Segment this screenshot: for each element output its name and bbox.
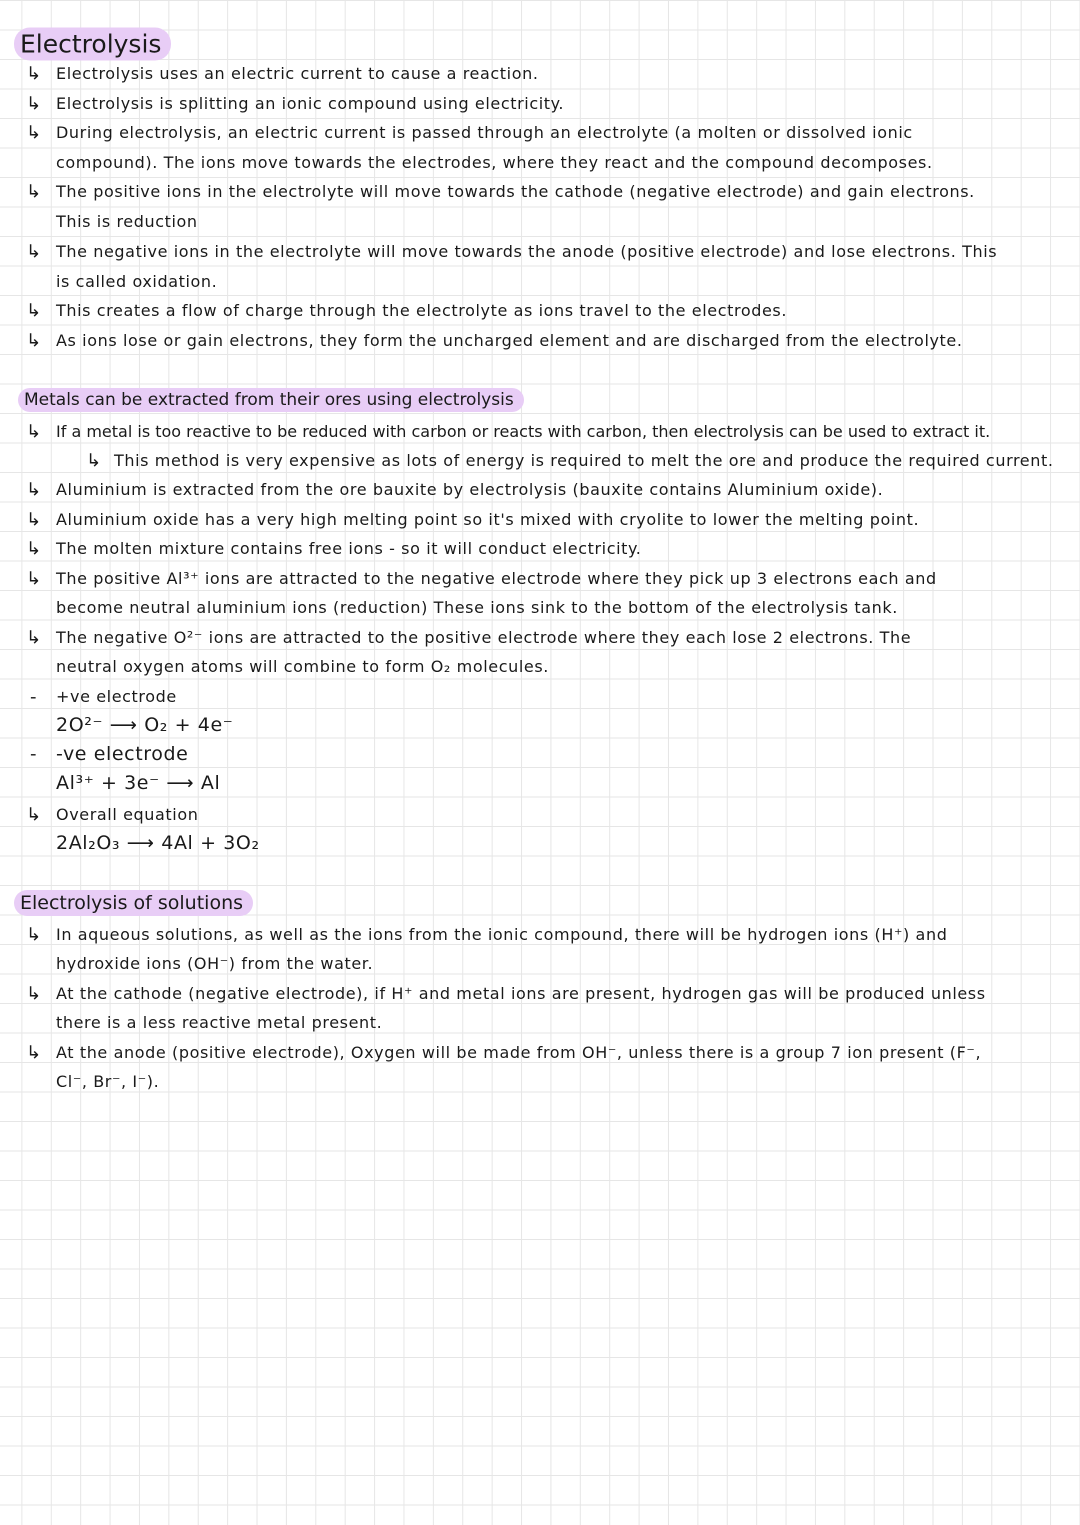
bullet-arrow-icon: ↳ — [26, 300, 42, 322]
bullet-arrow-icon: ↳ — [26, 122, 42, 144]
bullet-arrow-icon: ↳ — [26, 181, 42, 203]
bullet-arrow-icon: ↳ — [26, 241, 42, 263]
note-line: The negative ions in the electrolyte will move towards the anode (positive electrode) and lose electrons. This — [56, 242, 998, 261]
note-line: The positive ions in the electrolyte will move towards the cathode (negative electrode) and gain electrons. — [56, 182, 975, 201]
note-line: Aluminium is extracted from the ore bauxite by electrolysis (bauxite contains Aluminium oxide). — [56, 480, 884, 499]
bullet-arrow-icon: ↳ — [26, 421, 42, 443]
bullet-arrow-icon: ↳ — [26, 63, 42, 85]
note-line: -ve electrode — [56, 743, 189, 765]
bullet-arrow-icon: ↳ — [26, 627, 42, 649]
note-line: Overall equation — [56, 805, 199, 824]
bullet-arrow-icon: ↳ — [26, 538, 42, 560]
bullet-arrow-icon: ↳ — [26, 804, 42, 826]
bullet-arrow-icon: ↳ — [26, 568, 42, 590]
note-continuation: Al³⁺ + 3e⁻ ⟶ Al — [56, 772, 221, 794]
note-line: During electrolysis, an electric current is passed through an electrolyte (a molten or dissolved ionic — [56, 123, 913, 142]
section-heading: Electrolysis of solutions — [14, 890, 253, 916]
section-heading: Metals can be extracted from their ores using electrolysis — [18, 388, 524, 412]
note-line: The molten mixture contains free ions - so it will conduct electricity. — [56, 539, 642, 558]
bullet-arrow-icon: ↳ — [26, 924, 42, 946]
note-continuation: 2O²⁻ ⟶ O₂ + 4e⁻ — [56, 714, 234, 736]
note-continuation: become neutral aluminium ions (reduction) These ions sink to the bottom of the electrolysis tank. — [56, 598, 898, 617]
bullet-arrow-icon: ↳ — [26, 1042, 42, 1064]
bullet-arrow-icon: ↳ — [26, 509, 42, 531]
note-continuation: 2Al₂O₃ ⟶ 4Al + 3O₂ — [56, 832, 260, 854]
bullet-arrow-icon: ↳ — [86, 450, 102, 472]
note-line: If a metal is too reactive to be reduced with carbon or reacts with carbon, then electrolysis can be used to extract it. — [56, 422, 991, 441]
note-line: The negative O²⁻ ions are attracted to the positive electrode where they each lose 2 electrons. The — [56, 628, 912, 647]
note-continuation: Cl⁻, Br⁻, I⁻). — [56, 1072, 160, 1091]
note-continuation: This is reduction — [56, 212, 198, 231]
note-line: This creates a flow of charge through the electrolyte as ions travel to the electrodes. — [56, 301, 788, 320]
bullet-arrow-icon: ↳ — [26, 983, 42, 1005]
note-continuation: there is a less reactive metal present. — [56, 1013, 383, 1032]
note-continuation: compound). The ions move towards the electrodes, where they react and the compound decomposes. — [56, 153, 933, 172]
bullet-dash-icon: - — [30, 686, 37, 708]
note-continuation: hydroxide ions (OH⁻) from the water. — [56, 954, 374, 973]
note-line: Aluminium oxide has a very high melting point so it's mixed with cryolite to lower the melting point. — [56, 510, 920, 529]
bullet-arrow-icon: ↳ — [26, 330, 42, 352]
bullet-arrow-icon: ↳ — [26, 479, 42, 501]
bullet-dash-icon: - — [30, 743, 37, 765]
note-line: In aqueous solutions, as well as the ions from the ionic compound, there will be hydrogen ions (H⁺) and — [56, 925, 948, 944]
note-continuation: is called oxidation. — [56, 272, 218, 291]
note-line: At the anode (positive electrode), Oxygen will be made from OH⁻, unless there is a group 7 ion present (F⁻, — [56, 1043, 982, 1062]
note-line: At the cathode (negative electrode), if H⁺ and metal ions are present, hydrogen gas will be produced unless — [56, 984, 986, 1003]
note-line: +ve electrode — [56, 687, 177, 706]
note-line: Electrolysis is splitting an ionic compound using electricity. — [56, 94, 565, 113]
note-line: As ions lose or gain electrons, they form the uncharged element and are discharged from the electrolyte. — [56, 331, 963, 350]
note-line: This method is very expensive as lots of energy is required to melt the ore and produce the required current. — [114, 451, 1054, 470]
section-heading: Electrolysis — [14, 28, 171, 61]
note-line: The positive Al³⁺ ions are attracted to the negative electrode where they pick up 3 electrons each and — [56, 569, 937, 588]
note-continuation: neutral oxygen atoms will combine to form O₂ molecules. — [56, 657, 549, 676]
bullet-arrow-icon: ↳ — [26, 93, 42, 115]
note-line: Electrolysis uses an electric current to cause a reaction. — [56, 64, 539, 83]
